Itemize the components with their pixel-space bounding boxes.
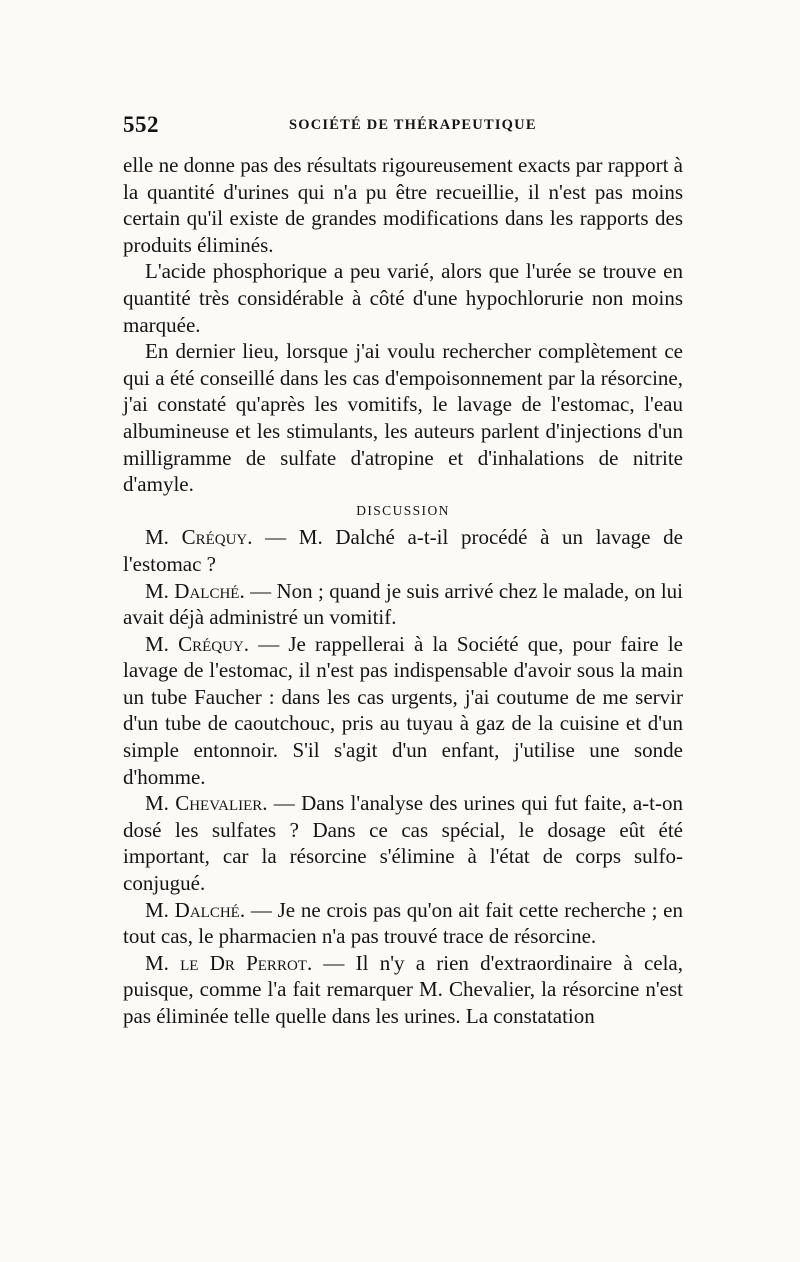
exchange-text: — Je rappellerai à la Société que, pour faire le lavage de l'estomac, il n'est pas indispensable d'avoir sous la main un tube Faucher : dans les cas urgents, j'ai coutume de me servir d'un tube de caoutchouc, pris au tuyau à gaz de la cuisine et d'un simple entonnoir. S'il s'agit d'un enfant, j'utilise une sonde d'homme. <box>123 631 683 789</box>
exchange-text: — Je ne crois pas qu'on ait fait cette recherche ; en tout cas, le pharmacien n'a pas trouvé trace de résorcine. <box>123 897 684 949</box>
speaker-name: M. Dalché. <box>145 578 245 603</box>
exchange-text: — Non ; quand je suis arrivé chez le malade, on lui avait déjà administré un vomitif. <box>123 578 683 630</box>
speaker-name: M. Dalché. <box>145 897 246 922</box>
discussion-exchange <box>123 950 683 1030</box>
page-header <box>123 112 683 142</box>
page-body <box>123 152 683 1030</box>
discussion-exchange <box>123 631 683 791</box>
exchange-text: — Dans l'analyse des urines qui fut faite, a-t-on dosé les sulfates ? Dans ce cas spécial, le dosage eût été important, car la résorcine s'élimine à l'état de corps sulfo-conjugué. <box>123 791 683 896</box>
speaker-name: M. Chevalier. <box>145 791 268 816</box>
discussion-exchange <box>123 897 683 950</box>
exchange-text: — M. Dalché a-t-il procédé à un lavage de l'estomac ? <box>123 525 683 576</box>
page-number: 552 <box>123 112 159 137</box>
speaker-name: M. Créquy. <box>145 631 250 656</box>
exchange-text: — Il n'y a rien d'extraordinaire à cela, puisque, comme l'a fait remarquer M. Chevalier, la résorcine n'est pas éliminée telle quelle dans les urines. La constatation <box>123 950 684 1028</box>
discussion-exchange <box>123 790 683 896</box>
running-title: SOCIÉTÉ DE THÉRAPEUTIQUE <box>289 117 537 133</box>
paragraph: En dernier lieu, lorsque j'ai voulu rechercher complètement ce qui a été conseillé dans les cas d'empoisonnement par la résorcine, j'ai constaté qu'après les vomitifs, le lavage de l'estomac, l'eau albumineuse et les stimulants, les auteurs parlent d'injections d'un milligramme de sulfate d'atropine et d'inhalations de nitrite d'amyle. <box>123 339 683 497</box>
discussion-exchange <box>123 524 683 577</box>
speaker-name: M. Créquy. <box>145 525 253 550</box>
discussion-exchange <box>123 578 683 631</box>
speaker-name: M. le Dr Perrot. <box>145 950 313 975</box>
section-heading: DISCUSSION <box>356 502 450 518</box>
paragraph: L'acide phosphorique a peu varié, alors que l'urée se trouve en quantité très considérable à côté d'une hypochlorurie non moins marquée. <box>123 259 683 337</box>
paragraph: elle ne donne pas des résultats rigoureusement exacts par rapport à la quantité d'urines qui n'a pu être recueillie, il n'est pas moins certain qu'il existe de grandes modifications dans les rapports des produits éliminés. <box>123 153 683 257</box>
